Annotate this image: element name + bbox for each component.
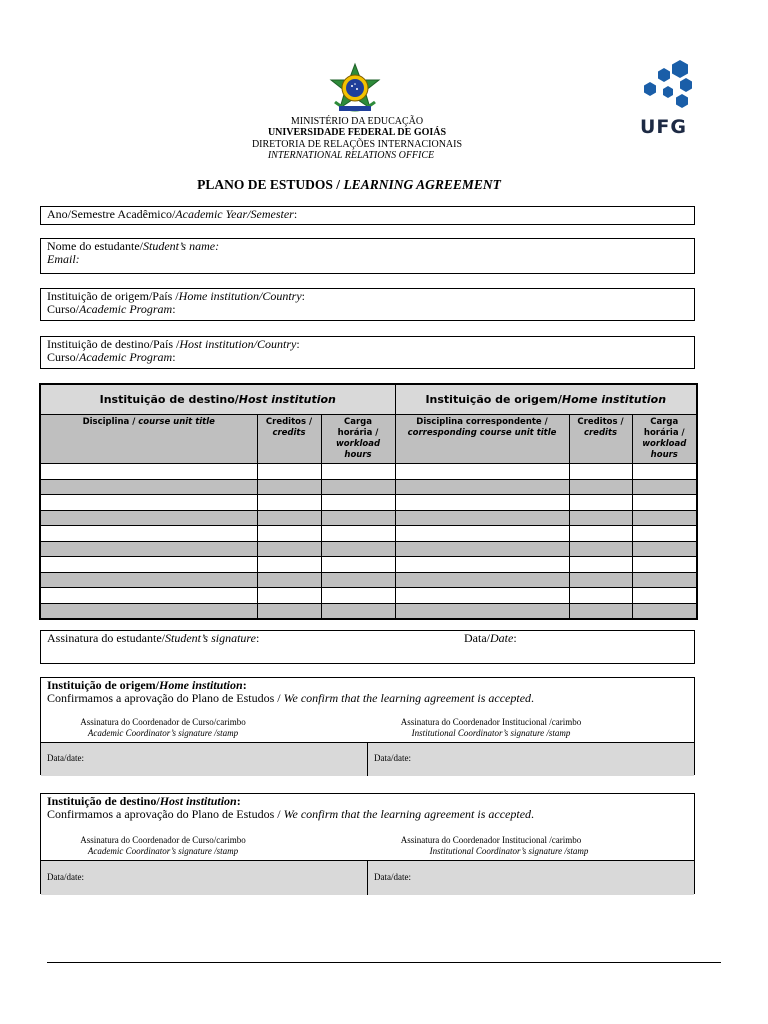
cell[interactable] [632,572,697,588]
col-corr-pt: Disciplina correspondente / [416,417,548,427]
cell[interactable] [40,557,257,573]
student-signature-label-pt: Assinatura do estudante/ [47,631,165,645]
host-course-label-en: Academic Program [79,350,173,364]
home-confirm-period: . [531,691,535,705]
university-line: UNIVERSIDADE FEDERAL DE GOIÁS [267,127,447,138]
cell[interactable] [40,541,257,557]
student-signature-field[interactable] [40,630,695,664]
host-inst-label-pt: Instituição de destino/País / [47,337,180,351]
col-credits-2 [569,415,632,464]
ufg-logo [640,58,700,143]
cell[interactable] [321,557,395,573]
cell[interactable] [569,572,632,588]
col-hours-en: workload hours [335,439,381,460]
cell[interactable] [395,526,569,542]
group-host-pt: Instituição de destino/ [99,393,239,406]
cell[interactable] [569,526,632,542]
cell[interactable] [569,495,632,511]
home-approval-colon: : [242,678,247,692]
host-inst-coord-pt: Assinatura do Coordenador Institucional /carimbo [400,835,582,845]
cell[interactable] [395,572,569,588]
cell[interactable] [395,464,569,480]
cell[interactable] [321,572,395,588]
host-confirm-pt: Confirmamos a aprovação do Plano de Estudos / [47,807,284,821]
home-academic-coordinator-signature[interactable] [65,717,261,739]
col-hours-pt: Carga horária / [337,417,379,438]
cell[interactable] [257,557,321,573]
home-course-colon: : [172,302,176,316]
page-title [0,177,698,193]
cell[interactable] [257,526,321,542]
cell[interactable] [257,541,321,557]
academic-year-field[interactable] [40,206,695,225]
office-line: INTERNATIONAL RELATIONS OFFICE [267,150,435,161]
title-pt: PLANO DE ESTUDOS / [197,177,344,192]
host-confirm-period: . [531,807,535,821]
home-course-label-en: Academic Program [79,302,173,316]
table-row [40,495,697,511]
col-hours [321,415,395,464]
student-signature-colon: : [256,631,260,645]
cell[interactable] [40,526,257,542]
col-hours2-pt: Carga horária / [643,417,685,438]
cell[interactable] [257,495,321,511]
home-inst-label-pt: Instituição de origem/País / [47,289,179,303]
title-en: LEARNING AGREEMENT [343,177,501,192]
cell[interactable] [632,510,697,526]
cell[interactable] [257,464,321,480]
cell[interactable] [321,479,395,495]
academic-year-label-en: Academic Year/Semester [175,207,294,221]
cell[interactable] [321,495,395,511]
student-signature-label-en: Student’s signature [164,631,256,645]
home-inst-colon: : [301,289,305,303]
cell[interactable] [632,479,697,495]
home-date-right[interactable]: Data/date: [368,743,694,776]
host-approval-colon: : [236,794,241,808]
cell[interactable] [395,588,569,604]
cell[interactable] [632,557,697,573]
cell[interactable] [40,510,257,526]
table-row [40,464,697,480]
ufg-logo-text: UFG [640,116,688,138]
cell[interactable] [257,510,321,526]
cell[interactable] [40,588,257,604]
host-inst-label-en: Host institution/Country [179,337,297,351]
cell[interactable] [632,495,697,511]
home-acad-coord-pt: Assinatura do Coordenador de Curso/carimbo [80,717,246,727]
cell[interactable] [395,603,569,619]
group-home-en: Home institution [561,393,667,406]
cell[interactable] [395,541,569,557]
cell[interactable] [321,526,395,542]
cell[interactable] [40,464,257,480]
col-corr-en: corresponding course unit title [407,428,557,438]
cell[interactable] [569,557,632,573]
col-credits-pt: Creditos / [265,417,313,427]
cell[interactable] [257,572,321,588]
cell[interactable] [321,510,395,526]
host-acad-coord-en: Academic Coordinator’s signature /stamp [87,846,239,856]
home-inst-coord-en: Institutional Coordinator’s signature /stamp [411,728,571,738]
col-credits-en: credits [272,428,306,438]
host-institutional-coordinator-signature[interactable] [383,835,599,857]
cell[interactable] [395,557,569,573]
col-course-en: course unit title [138,417,215,427]
cell[interactable] [569,588,632,604]
host-acad-coord-pt: Assinatura do Coordenador de Curso/carimbo [80,835,246,845]
cell[interactable] [395,510,569,526]
cell[interactable] [257,603,321,619]
home-institution-field[interactable] [40,288,695,321]
home-inst-coord-pt: Assinatura do Coordenador Institucional /carimbo [400,717,582,727]
host-academic-coordinator-signature[interactable] [65,835,261,857]
brazil-coat-of-arms-icon [327,62,383,116]
cell[interactable] [569,479,632,495]
col-hours2-en: workload hours [642,439,687,460]
host-approval-section [40,793,695,894]
student-name-label-en: Student’s name: [142,239,220,253]
col-course-pt: Disciplina / [82,417,139,427]
cell[interactable] [569,541,632,557]
cell[interactable] [40,479,257,495]
group-host-en: Host institution [238,393,336,406]
cell[interactable] [569,464,632,480]
student-email-label: Email: [47,252,80,266]
date-label-colon: : [513,631,517,645]
cell[interactable] [40,495,257,511]
cell[interactable] [257,479,321,495]
cell[interactable] [321,588,395,604]
host-approval-heading-pt: Instituição de destino/ [47,794,160,808]
col-corresponding-title [395,415,569,464]
col-hours-2 [632,415,697,464]
host-confirm-en: We confirm that the learning agreement is accepted [283,807,532,821]
home-approval-heading-en: Home institution [159,678,243,692]
cell[interactable] [40,572,257,588]
student-name-label-pt: Nome do estudante/ [47,239,143,253]
host-course-label-pt: Curso/ [47,350,80,364]
courses-table [39,383,698,620]
cell[interactable] [632,464,697,480]
table-row [40,479,697,495]
home-inst-label-en: Home institution/Country [178,289,302,303]
table-row [40,526,697,542]
col-credits2-pt: Creditos / [577,417,624,427]
cell[interactable] [569,603,632,619]
host-approval-heading-en: Host institution [159,794,237,808]
host-inst-colon: : [296,337,300,351]
date-label-en: Date [490,631,514,645]
cell[interactable] [632,588,697,604]
table-row [40,603,697,619]
cell[interactable] [569,510,632,526]
table-row [40,572,697,588]
cell[interactable] [395,479,569,495]
table-row [40,588,697,604]
host-date-right[interactable]: Data/date: [368,861,694,895]
cell[interactable] [632,541,697,557]
cell[interactable] [321,603,395,619]
home-acad-coord-en: Academic Coordinator’s signature /stamp [87,728,239,738]
group-header-host [40,384,395,415]
student-date-label [464,632,517,645]
cell[interactable] [257,588,321,604]
date-label-pt: Data/ [464,631,490,645]
cell[interactable] [632,603,697,619]
home-institutional-coordinator-signature[interactable] [383,717,599,739]
col-credits2-en: credits [583,428,618,438]
col-course-title [40,415,257,464]
home-approval-section [40,677,695,775]
host-inst-coord-en: Institutional Coordinator’s signature /stamp [429,846,589,856]
footer-divider [47,962,721,963]
home-date-left[interactable]: Data/date: [41,743,368,776]
cell[interactable] [321,541,395,557]
host-course-colon: : [172,350,176,364]
home-confirm-en: We confirm that the learning agreement is accepted [283,691,532,705]
cell[interactable] [632,526,697,542]
directorate-line: DIRETORIA DE RELAÇÕES INTERNACIONAIS [251,139,463,150]
academic-year-colon: : [293,207,298,221]
academic-year-label-pt: Ano/Semestre Acadêmico/ [47,207,176,221]
group-header-home [395,384,697,415]
group-home-pt: Instituição de origem/ [425,393,562,406]
cell[interactable] [321,464,395,480]
table-row [40,510,697,526]
table-row [40,557,697,573]
host-institution-field[interactable] [40,336,695,369]
cell[interactable] [40,603,257,619]
table-row [40,541,697,557]
ministry-line: MINISTÉRIO DA EDUCAÇÃO [290,116,424,127]
home-confirm-pt: Confirmamos a aprovação do Plano de Estudos / [47,691,284,705]
col-credits [257,415,321,464]
home-course-label-pt: Curso/ [47,302,80,316]
student-field[interactable] [40,238,695,274]
cell[interactable] [395,495,569,511]
host-date-left[interactable]: Data/date: [41,861,368,895]
home-approval-heading-pt: Instituição de origem/ [47,678,159,692]
